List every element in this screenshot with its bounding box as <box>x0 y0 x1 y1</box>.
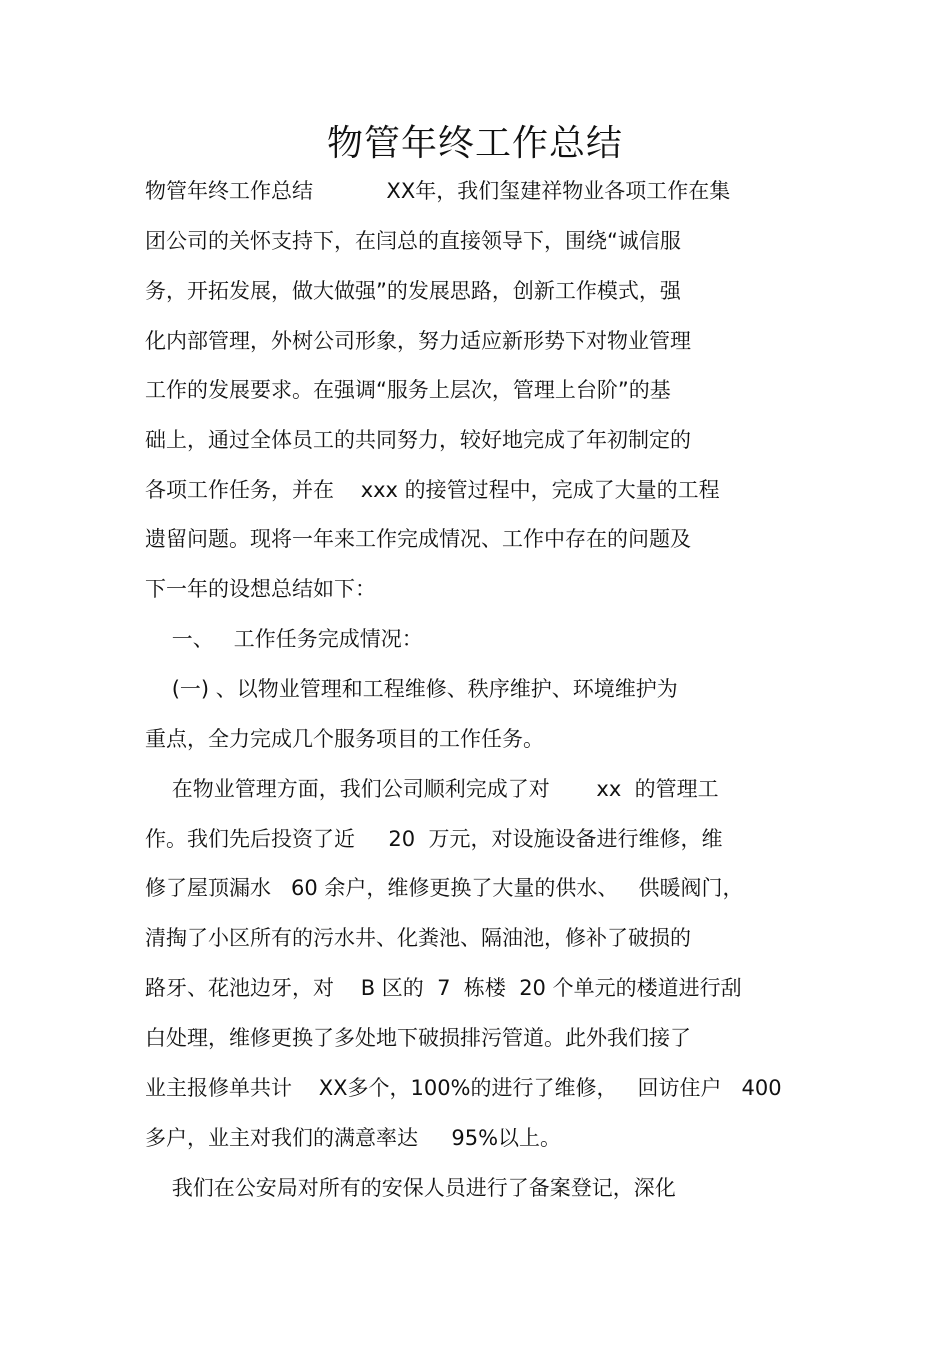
body-line: 路牙、花池边牙，对 B 区的 7 栋楼 20 个单元的楼道进行刮 <box>145 976 742 1000</box>
body-line: 清掏了小区所有的污水井、化粪池、隔油池，修补了破损的 <box>145 926 691 950</box>
section-heading: 一、 工作任务完成情况： <box>145 627 423 651</box>
body-line: 础上，通过全体员工的共同努力，较好地完成了年初制定的 <box>145 428 691 452</box>
subsection-heading: (一) 、以物业管理和工程维修、秩序维护、环境维护为 <box>145 677 678 701</box>
body-line: 多户，业主对我们的满意率达 95%以上。 <box>145 1126 562 1150</box>
document-title: 物管年终工作总结 <box>326 123 623 164</box>
body-line: 重点，全力完成几个服务项目的工作任务。 <box>145 727 544 751</box>
body-line: 白处理，维修更换了多处地下破损排污管道。此外我们接了 <box>145 1026 691 1050</box>
body-line: 作。我们先后投资了近 20 万元，对设施设备进行维修，维 <box>145 827 723 851</box>
body-line: 各项工作任务，并在 xxx 的接管过程中，完成了大量的工程 <box>145 478 720 502</box>
body-line: 遗留问题。现将一年来工作完成情况、工作中存在的问题及 <box>145 527 691 551</box>
body-line: 在物业管理方面，我们公司顺利完成了对 xx 的管理工 <box>145 777 719 801</box>
body-line: 化内部管理，外树公司形象，努力适应新形势下对物业管理 <box>145 329 691 353</box>
body-line: 修了屋顶漏水 60 余户，维修更换了大量的供水、 供暖阀门， <box>145 876 744 900</box>
body-line: 务，开拓发展，做大做强”的发展思路，创新工作模式，强 <box>145 279 681 303</box>
body-line: 下一年的设想总结如下： <box>145 577 376 601</box>
body-line: 业主报修单共计 XX多个，100%的进行了维修， 回访住户 400 <box>145 1076 782 1100</box>
body-line: 团公司的关怀支持下，在闫总的直接领导下，围绕“诚信服 <box>145 229 681 253</box>
body-line: 工作的发展要求。在强调“服务上层次，管理上台阶”的基 <box>145 378 671 402</box>
body-line: 物管年终工作总结 XX年，我们玺建祥物业各项工作在集 <box>145 179 731 203</box>
body-line: 我们在公安局对所有的安保人员进行了备案登记，深化 <box>145 1176 676 1200</box>
